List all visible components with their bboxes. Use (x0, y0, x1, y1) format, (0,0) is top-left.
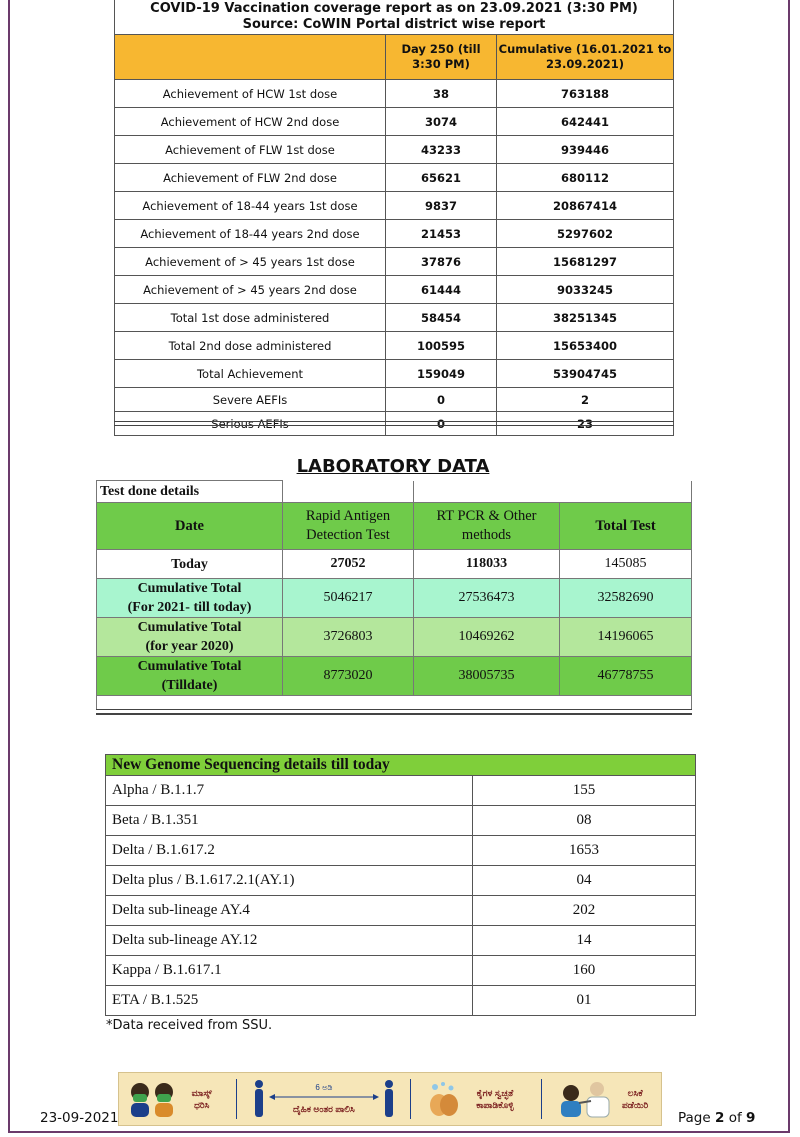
lab-table-spacer (96, 690, 692, 709)
vaccination-icon (557, 1079, 613, 1119)
vaccination-row-cumulative: 680112 (497, 164, 674, 192)
person-icon (383, 1079, 395, 1119)
page-prefix: Page (678, 1110, 711, 1126)
genome-variant: Delta / B.1.617.2 (106, 836, 473, 866)
genome-count: 202 (473, 896, 696, 926)
vaccination-row-cumulative: 20867414 (497, 192, 674, 220)
vaccination-row-day: 21453 (386, 220, 497, 248)
lab-caption-row (97, 481, 692, 503)
genome-count: 08 (473, 806, 696, 836)
vaccination-row (115, 108, 674, 136)
genome-row (106, 866, 696, 896)
lab-row-rtpcr: 10469262 (414, 618, 560, 657)
lab-row-date: Today (97, 550, 283, 579)
lab-row-cumulative-2020 (97, 618, 692, 657)
lab-table-bottom-rule (96, 709, 692, 715)
vaccination-row-day: 3074 (386, 108, 497, 136)
genome-count: 14 (473, 926, 696, 956)
vaccination-row-day: 61444 (386, 276, 497, 304)
lab-header-rapid-line2: Detection Test (306, 527, 390, 543)
genome-row (106, 836, 696, 866)
vaccination-row-label: Achievement of > 45 years 2nd dose (115, 276, 386, 304)
vaccination-row-cumulative: 642441 (497, 108, 674, 136)
covid-awareness-banner (118, 1072, 662, 1126)
vaccination-row-cumulative: 9033245 (497, 276, 674, 304)
banner-divider (410, 1079, 411, 1119)
lab-row-rtpcr: 118033 (414, 550, 560, 579)
genome-row (106, 986, 696, 1016)
vaccination-row-label: Total 1st dose administered (115, 304, 386, 332)
vaccination-row (115, 332, 674, 360)
vaccination-row-cumulative: 15653400 (497, 332, 674, 360)
genome-row (106, 806, 696, 836)
lab-row-date-line2: (Tilldate) (161, 678, 218, 693)
banner-divider (236, 1079, 237, 1119)
distance-arrow-icon (269, 1093, 379, 1101)
page-current: 2 (714, 1110, 725, 1126)
banner-vaccine-text: ಲಸಿಕೆ ಪಡೆಯಿರಿ (622, 1088, 649, 1110)
vaccination-source: Source: CoWIN Portal district wise report (242, 17, 546, 32)
masked-people-icon (127, 1079, 179, 1119)
vaccination-row (115, 192, 674, 220)
vaccination-table (114, 0, 674, 436)
lab-row-total: 145085 (560, 550, 692, 579)
lab-row-date-line1: Cumulative Total (137, 581, 242, 596)
banner-hands-segment (427, 1073, 525, 1125)
lab-row-rapid: 27052 (283, 550, 414, 579)
vaccination-row (115, 164, 674, 192)
vaccination-row (115, 304, 674, 332)
banner-hands-text: ಕೈಗಳ ಸ್ವಚ್ಛತೆ ಕಾಪಾಡಿಕೊಳ್ಳಿ (476, 1088, 514, 1110)
lab-row-date-line2: (For 2021- till today) (127, 600, 252, 615)
banner-distance (269, 1083, 379, 1115)
vaccination-row-label: Achievement of HCW 2nd dose (115, 108, 386, 136)
lab-row-date (97, 618, 283, 657)
lab-row-rtpcr: 38005735 (414, 657, 560, 696)
genome-row (106, 776, 696, 806)
vaccination-row-label: Achievement of 18-44 years 1st dose (115, 192, 386, 220)
footer-date: 23-09-2021 (40, 1110, 119, 1126)
vaccination-row-day: 100595 (386, 332, 497, 360)
vaccination-row-day: 65621 (386, 164, 497, 192)
lab-header-date: Date (97, 503, 283, 550)
vaccination-row-label: Achievement of > 45 years 1st dose (115, 248, 386, 276)
lab-caption: Test done details (97, 481, 283, 503)
lab-caption-blank (283, 481, 414, 503)
vaccination-header-day: Day 250 (till 3:30 PM) (386, 35, 497, 80)
lab-header-rtpcr-line1: RT PCR & Other (436, 508, 537, 524)
hand-wash-icon (427, 1079, 461, 1119)
banner-mask-segment (127, 1073, 221, 1125)
vaccination-row-cumulative: 53904745 (497, 360, 674, 388)
lab-row-total: 14196065 (560, 618, 692, 657)
vaccination-row (115, 220, 674, 248)
vaccination-row-day: 0 (386, 412, 497, 436)
lab-row-today (97, 550, 692, 579)
banner-distance-top: 6 ಅಡಿ (315, 1083, 333, 1092)
vaccination-row-label: Achievement of FLW 1st dose (115, 136, 386, 164)
genome-count: 04 (473, 866, 696, 896)
vaccination-row-day: 43233 (386, 136, 497, 164)
vaccination-row-cumulative: 23 (497, 412, 674, 436)
genome-count: 160 (473, 956, 696, 986)
lab-header-total: Total Test (560, 503, 692, 550)
banner-vaccine-segment (557, 1073, 653, 1125)
banner-mask-text: ಮಾಸ್ಕ್ ಧರಿಸಿ (191, 1088, 212, 1110)
genome-row (106, 926, 696, 956)
lab-header-rtpcr (414, 503, 560, 550)
genome-row (106, 896, 696, 926)
vaccination-row-label: Total 2nd dose administered (115, 332, 386, 360)
lab-table (96, 480, 692, 696)
lab-row-cumulative-2021 (97, 579, 692, 618)
data-source-note: *Data received from SSU. (106, 1018, 273, 1033)
vaccination-table-bottom-rule (114, 421, 674, 426)
vaccination-row-label: Achievement of FLW 2nd dose (115, 164, 386, 192)
vaccination-row (115, 136, 674, 164)
vaccination-row-label: Total Achievement (115, 360, 386, 388)
vaccination-row-day: 37876 (386, 248, 497, 276)
page-of: of (728, 1110, 742, 1126)
genome-count: 1653 (473, 836, 696, 866)
banner-distance-bottom: ದೈಹಿಕ ಅಂತರ ಪಾಲಿಸಿ (292, 1104, 355, 1114)
lab-row-rapid: 3726803 (283, 618, 414, 657)
page-total: 9 (746, 1110, 756, 1126)
vaccination-header-row (115, 35, 674, 80)
vaccination-row-day: 9837 (386, 192, 497, 220)
vaccination-row-label: Achievement of HCW 1st dose (115, 80, 386, 108)
vaccination-header-cumulative: Cumulative (16.01.2021 to 23.09.2021) (497, 35, 674, 80)
genome-row (106, 956, 696, 986)
lab-caption-blank (414, 481, 692, 503)
lab-header-rapid-line1: Rapid Antigen (305, 508, 391, 524)
genome-variant: Kappa / B.1.617.1 (106, 956, 473, 986)
genome-heading: New Genome Sequencing details till today (106, 755, 696, 776)
lab-row-total: 32582690 (560, 579, 692, 618)
vaccination-header-blank (115, 35, 386, 80)
lab-row-rapid: 5046217 (283, 579, 414, 618)
vaccination-row-cumulative: 763188 (497, 80, 674, 108)
vaccination-row-cumulative: 5297602 (497, 220, 674, 248)
lab-row-date-line2: (for year 2020) (145, 639, 234, 654)
genome-variant: Alpha / B.1.1.7 (106, 776, 473, 806)
lab-row-rapid: 8773020 (283, 657, 414, 696)
vaccination-row (115, 388, 674, 412)
lab-header-row (97, 503, 692, 550)
genome-count: 01 (473, 986, 696, 1016)
lab-header-rapid (283, 503, 414, 550)
vaccination-row (115, 360, 674, 388)
vaccination-row-label: Severe AEFIs (115, 388, 386, 412)
genome-count: 155 (473, 776, 696, 806)
vaccination-row-cumulative: 2 (497, 388, 674, 412)
vaccination-row (115, 248, 674, 276)
lab-row-date-line1: Cumulative Total (137, 620, 242, 635)
genome-variant: ETA / B.1.525 (106, 986, 473, 1016)
vaccination-title (115, 0, 674, 35)
vaccination-row-cumulative: 939446 (497, 136, 674, 164)
vaccination-row-label: Achievement of 18-44 years 2nd dose (115, 220, 386, 248)
genome-variant: Delta sub-lineage AY.4 (106, 896, 473, 926)
genome-variant: Beta / B.1.351 (106, 806, 473, 836)
vaccination-title-line1: COVID-19 Vaccination coverage report as on 23.09.2021 (3:30 PM) (150, 1, 638, 16)
vaccination-row-day: 0 (386, 388, 497, 412)
lab-row-date (97, 579, 283, 618)
lab-header-rtpcr-line2: methods (461, 527, 512, 543)
vaccination-title-row (115, 0, 674, 35)
genome-variant: Delta plus / B.1.617.2.1(AY.1) (106, 866, 473, 896)
page-number (678, 1110, 755, 1126)
vaccination-row (115, 80, 674, 108)
vaccination-row-cumulative: 38251345 (497, 304, 674, 332)
genome-variant: Delta sub-lineage AY.12 (106, 926, 473, 956)
vaccination-row-cumulative: 15681297 (497, 248, 674, 276)
banner-divider (541, 1079, 542, 1119)
genome-table (105, 754, 696, 1016)
vaccination-row-day: 38 (386, 80, 497, 108)
banner-distance-segment (253, 1073, 395, 1125)
lab-row-rtpcr: 27536473 (414, 579, 560, 618)
lab-row-total: 46778755 (560, 657, 692, 696)
vaccination-row-label: Serious AEFIs (115, 412, 386, 436)
vaccination-row-day: 58454 (386, 304, 497, 332)
genome-header-row (106, 755, 696, 776)
lab-row-date-line1: Cumulative Total (137, 659, 242, 674)
vaccination-row-day: 159049 (386, 360, 497, 388)
vaccination-row (115, 276, 674, 304)
person-icon (253, 1079, 265, 1119)
lab-heading: LABORATORY DATA (296, 456, 490, 477)
